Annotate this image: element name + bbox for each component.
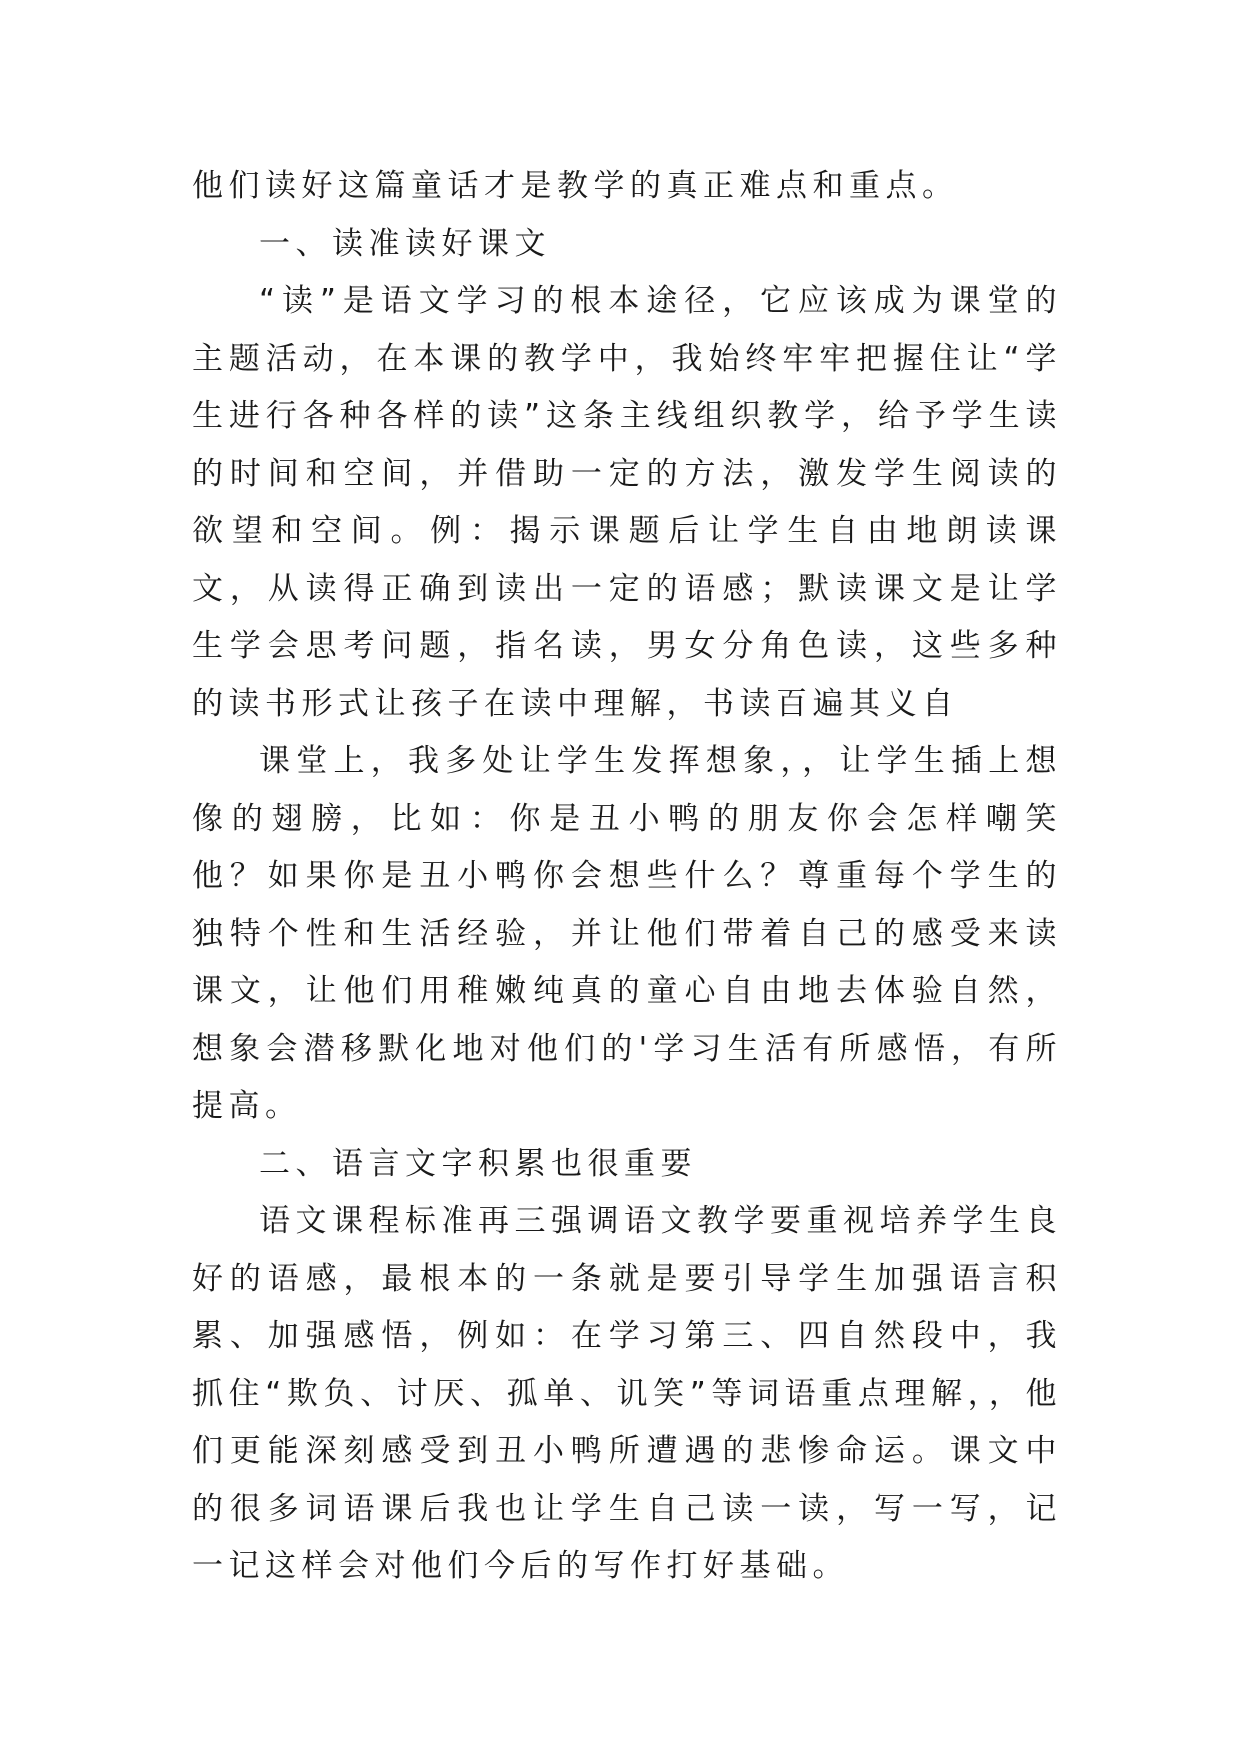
section-heading-1: 一、读准读好课文 [259,225,551,262]
section-heading-2: 二、语言文字积累也很重要 [259,1145,697,1182]
paragraph-imagination: 课堂上，我多处让学生发挥想象，，让学生插上想像的翅膀，比如：你是丑小鸭的朋友你会怎样嘲笑他？如果你是丑小鸭你会想些什么？尊重每个学生的独特个性和生活经验，并让他们带着自己的感受来读课文，让他们用稚嫩纯真的童心自由地去体验自然，想象会潜移默化地对他们的'学习生活有所感悟，有所提高。 [192,743,1062,1124]
paragraph-reading: “读”是语文学习的根本途径，它应该成为课堂的主题活动，在本课的教学中，我始终牢牢把握住让“学生进行各种各样的读”这条主线组织教学，给予学生读的时间和空间，并借助一定的方法，激发学生阅读的欲望和空间。例：揭示课题后让学生自由地朗读课文，从读得正确到读出一定的语感；默读课文是让学生学会思考问题，指名读，男女分角色读，这些多种的读书形式让孩子在读中理解，书读百遍其义自 [192,283,1062,722]
paragraph-continuation: 他们读好这篇童话才是教学的真正难点和重点。 [192,168,959,204]
document-body [192,158,1062,1596]
paragraph-language-accumulation: 语文课程标准再三强调语文教学要重视培养学生良好的语感，最根本的一条就是要引导学生加强语言积累、加强感悟，例如：在学习第三、四自然段中，我抓住“欺负、讨厌、孤单、讥笑”等词语重点理解，，他们更能深刻感受到丑小鸭所遭遇的悲惨命运。课文中的很多词语课后我也让学生自己读一读，写一写，记一记这样会对他们今后的写作打好基础。 [192,1203,1062,1584]
